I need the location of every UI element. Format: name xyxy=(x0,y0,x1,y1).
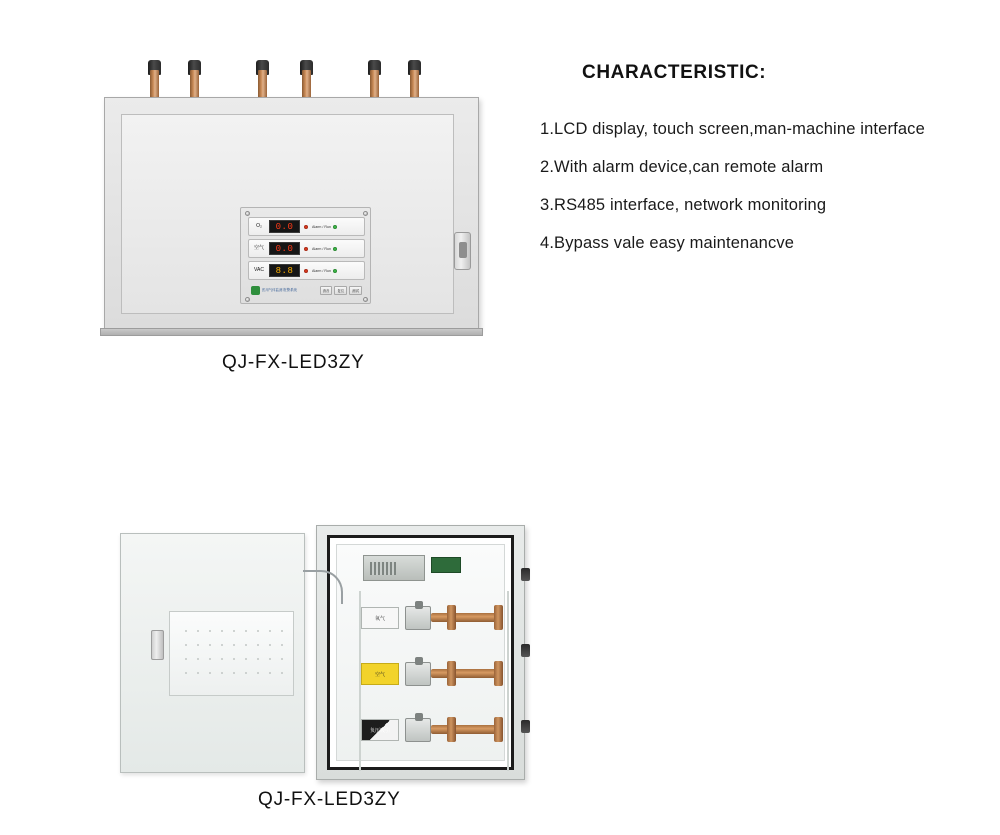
gas-digit-display: 8.8 xyxy=(269,264,300,277)
control-panel xyxy=(240,207,371,304)
gas-status-leds xyxy=(304,247,337,251)
perforation-pattern xyxy=(180,624,283,683)
run-led-icon xyxy=(333,247,337,251)
pipe-flange-icon xyxy=(447,605,456,630)
cabinet-base xyxy=(100,328,483,336)
ball-valve-icon xyxy=(405,718,431,742)
gas-status-leds xyxy=(304,225,337,229)
figure-caption-bottom: QJ-FX-LED3ZY xyxy=(258,789,401,810)
ball-valve-icon xyxy=(405,606,431,630)
alarm-led-icon xyxy=(304,247,308,251)
hinge-icon xyxy=(521,644,530,657)
brand-text: 医用气体监测 报警系统 xyxy=(262,287,297,292)
cabinet-shell xyxy=(104,97,479,329)
control-board xyxy=(431,557,461,573)
hinge-icon xyxy=(521,568,530,581)
gas-digit-display: 0.0 xyxy=(269,242,300,255)
pipe-flange-icon xyxy=(494,661,503,686)
cabinet-door xyxy=(121,114,454,314)
cabinet-cavity xyxy=(327,535,514,770)
run-led-icon xyxy=(333,225,337,229)
copper-pipe-run xyxy=(431,725,503,734)
copper-pipe-run xyxy=(431,669,503,678)
screw-icon xyxy=(363,211,368,216)
characteristic-list xyxy=(540,120,990,253)
gas-line-label: 氧气 xyxy=(361,607,399,629)
gas-line-label: 空气 xyxy=(361,663,399,685)
panel-button-group xyxy=(320,286,362,295)
characteristic-item: 2.With alarm device,can remote alarm xyxy=(540,158,824,176)
gas-line-label: 负压吸引 xyxy=(361,719,399,741)
brand-logo xyxy=(251,286,297,295)
screw-icon xyxy=(245,211,250,216)
pipe-flange-icon xyxy=(494,717,503,742)
pipe-flange-icon xyxy=(447,717,456,742)
pipe-flange-icon xyxy=(447,661,456,686)
cabinet-body xyxy=(316,525,525,780)
characteristic-block xyxy=(540,62,990,272)
characteristic-item: 4.Bypass vale easy maintenancve xyxy=(540,234,795,252)
alarm-led-icon xyxy=(304,269,308,273)
ball-valve-icon xyxy=(405,662,431,686)
gas-channel-row xyxy=(248,261,365,280)
door-vent-plate xyxy=(169,611,294,696)
figure-caption-top: QJ-FX-LED3ZY xyxy=(222,352,365,373)
gas-line xyxy=(361,605,511,631)
led-caption: Alarm / Run xyxy=(312,224,331,229)
gas-channel-label: VAC xyxy=(254,267,264,273)
reset-button[interactable]: 复位 xyxy=(334,286,347,295)
gas-channel-row xyxy=(248,239,365,258)
open-door xyxy=(120,533,305,773)
characteristic-title: CHARACTERISTIC: xyxy=(582,62,767,83)
door-lock-icon[interactable] xyxy=(151,630,164,660)
led-caption: Alarm / Run xyxy=(312,268,331,273)
gas-status-leds xyxy=(304,269,337,273)
gas-manifold xyxy=(359,591,509,771)
hinge-icon xyxy=(521,720,530,733)
inner-backplate xyxy=(336,544,505,761)
characteristic-item: 3.RS485 interface, network monitoring xyxy=(540,196,827,214)
copper-pipe-run xyxy=(431,613,503,622)
gas-line xyxy=(361,717,511,743)
gas-line xyxy=(361,661,511,687)
led-caption: Alarm / Run xyxy=(312,246,331,251)
mute-button[interactable]: 消音 xyxy=(320,286,333,295)
run-led-icon xyxy=(333,269,337,273)
gas-channel-label: O₂ xyxy=(256,223,262,229)
product-photo-open-cabinet xyxy=(120,525,530,780)
pipe-flange-icon xyxy=(494,605,503,630)
gas-channel-row xyxy=(248,217,365,236)
characteristic-item: 1.LCD display, touch screen,man-machine interface xyxy=(540,120,925,138)
product-photo-closed-cabinet xyxy=(96,60,496,345)
alarm-led-icon xyxy=(304,225,308,229)
panel-footer xyxy=(248,283,365,298)
cabinet-lock-icon[interactable] xyxy=(454,232,471,270)
power-supply-unit xyxy=(363,555,425,581)
gas-channel-label: 空气 xyxy=(253,245,264,251)
brand-mark-icon xyxy=(251,286,260,295)
gas-digit-display: 0.0 xyxy=(269,220,300,233)
test-button[interactable]: 测试 xyxy=(349,286,362,295)
